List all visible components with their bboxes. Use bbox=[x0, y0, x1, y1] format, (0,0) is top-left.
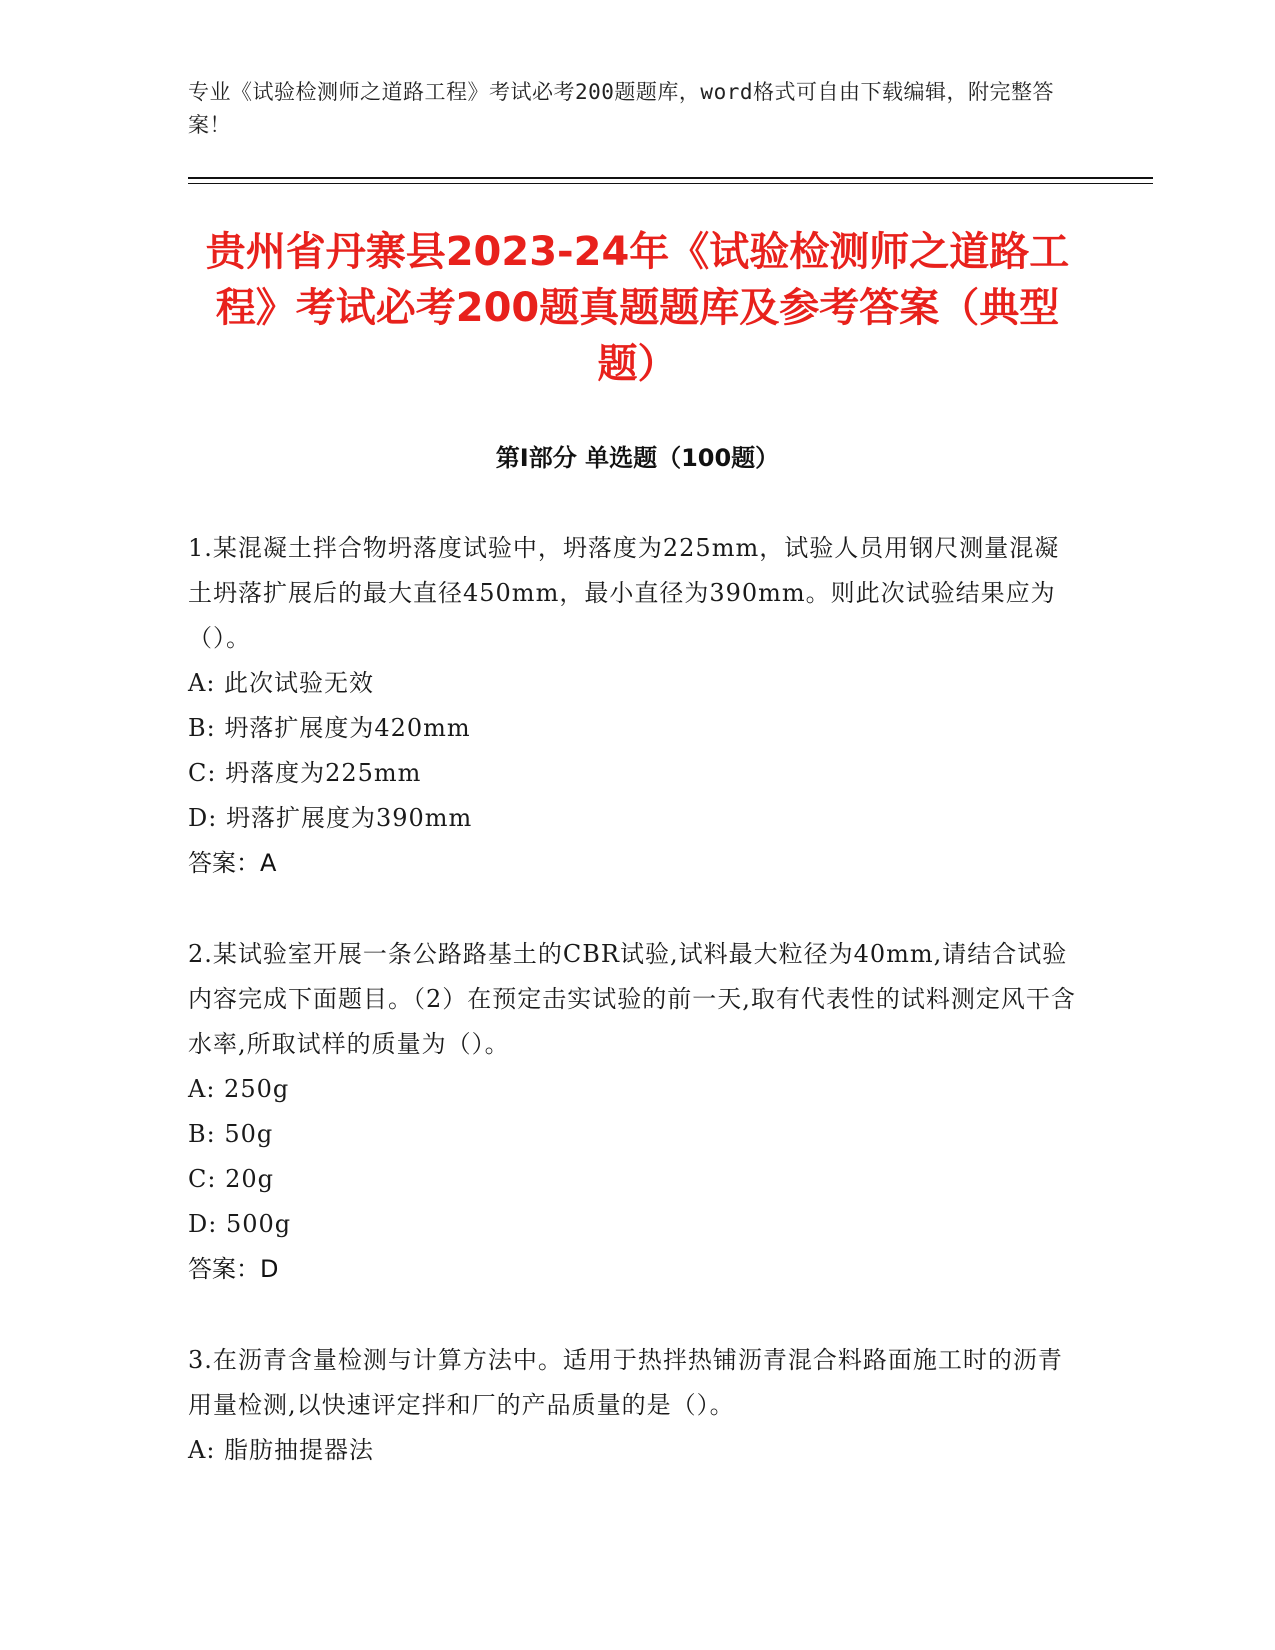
question-stem: 2.某试验室开展一条公路路基土的CBR试验,试料最大粒径为40mm,请结合试验内容完成下面题目。（2）在预定击实试验的前一天,取有代表性的试料测定风干含水率,所取试样的质量为（）。 bbox=[188, 940, 1076, 1058]
option-b: B: 50g bbox=[188, 1120, 274, 1148]
question-stem: 1.某混凝土拌合物坍落度试验中，坍落度为225mm，试验人员用钢尺测量混凝土坍落扩展后的最大直径450mm，最小直径为390mm。则此次试验结果应为（）。 bbox=[188, 534, 1060, 652]
header-divider-thin bbox=[188, 183, 1153, 184]
section-heading: 第Ⅰ部分 单选题（100题） bbox=[495, 444, 780, 472]
option-c: C: 20g bbox=[188, 1165, 274, 1193]
header-note: 专业《试验检测师之道路工程》考试必考200题题库，word格式可自由下载编辑，附完整答案！ bbox=[188, 80, 1054, 137]
question-3 bbox=[188, 1338, 1078, 1473]
option-a: A: 脂肪抽提器法 bbox=[188, 1436, 375, 1464]
option-b: B: 坍落扩展度为420mm bbox=[188, 714, 471, 742]
option-d: D: 500g bbox=[188, 1210, 292, 1238]
option-d: D: 坍落扩展度为390mm bbox=[188, 804, 473, 832]
answer-line: 答案：A bbox=[188, 849, 277, 877]
header-divider-thick bbox=[188, 177, 1153, 179]
option-a: A: 此次试验无效 bbox=[188, 669, 375, 697]
question-2 bbox=[188, 932, 1078, 1292]
option-c: C: 坍落度为225mm bbox=[188, 759, 422, 787]
document-title: 贵州省丹寨县2023-24年《试验检测师之道路工程》考试必考200题真题题库及参考答案（典型题） bbox=[205, 229, 1070, 387]
question-1 bbox=[188, 526, 1078, 886]
option-a: A: 250g bbox=[188, 1075, 290, 1103]
question-stem: 3.在沥青含量检测与计算方法中。适用于热拌热铺沥青混合料路面施工时的沥青用量检测,以快速评定拌和厂的产品质量的是（）。 bbox=[188, 1346, 1063, 1419]
answer-line: 答案：D bbox=[188, 1255, 279, 1283]
